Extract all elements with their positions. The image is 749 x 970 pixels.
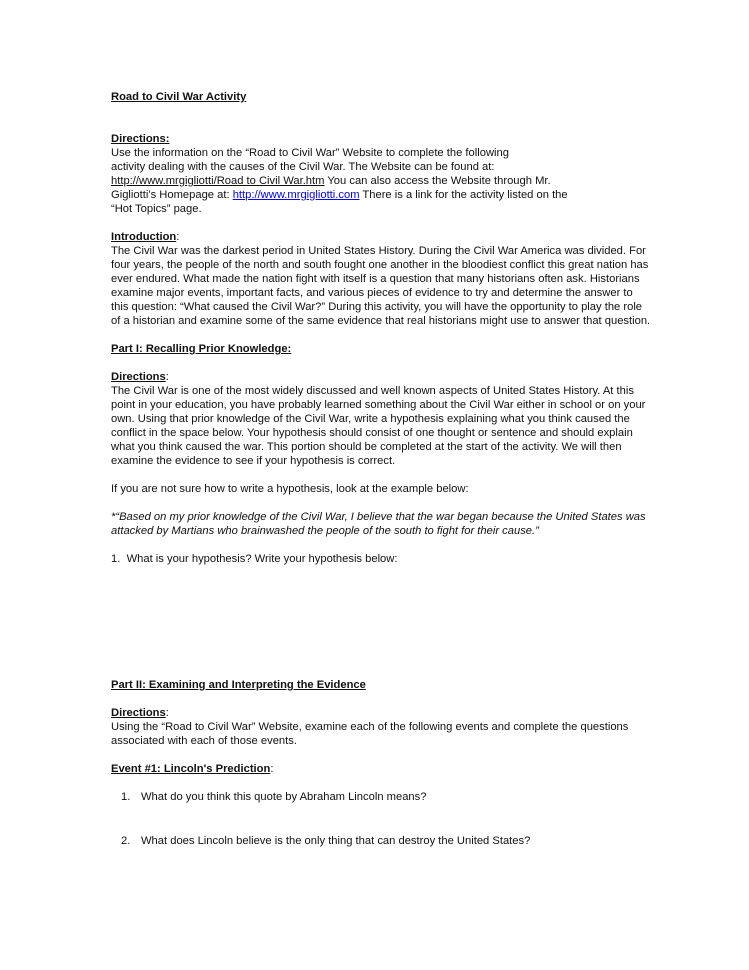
directions-heading: Directions: <box>111 133 170 145</box>
event1-colon: : <box>270 763 274 775</box>
example-hypothesis: *“Based on my prior knowledge of the Civil War, I believe that the war began because the United States was attacked by Martians who brainwashed the people of the south to fight for their cause.” <box>111 511 646 537</box>
directions-line-4-pre: Gigliotti’s Homepage at: <box>111 189 233 201</box>
document-content <box>111 90 651 848</box>
question-text: What does Lincoln believe is the only thing that can destroy the United States? <box>141 835 531 847</box>
question-text: What do you think this quote by Abraham Lincoln means? <box>141 791 427 803</box>
event1-heading-line <box>111 762 651 776</box>
part2-directions-body: Using the “Road to Civil War” Website, examine each of the following events and complete the questions associated with each of those events. <box>111 721 629 747</box>
part1-heading: Part I: Recalling Prior Knowledge: <box>111 343 292 355</box>
example-intro: If you are not sure how to write a hypothesis, look at the example below: <box>111 483 469 495</box>
event1-heading: Event #1: Lincoln's Prediction <box>111 763 271 775</box>
introduction-heading: Introduction <box>111 231 177 243</box>
event1-question <box>121 790 651 804</box>
introduction-body: The Civil War was the darkest period in United States History. During the Civil War America was divided. For four years, the people of the north and south fought one another in the bloodiest conflict this great nation has ever endured. What made the nation fight with itself is a question that many historians often ask. Historians examine major events, important facts, and various pieces of evidence to try and determine the answer to this question: “What caused the Civil War?” During this activity, you will have the opportunity to play the role of a historian and examine some of the same evidence that real historians might use to answer that question. <box>111 245 651 327</box>
event1-question <box>121 834 651 848</box>
directions-line-5: “Hot Topics” page. <box>111 203 202 215</box>
introduction-heading-line <box>111 230 651 244</box>
directions-line-4-post: There is a link for the activity listed on the <box>359 189 568 201</box>
event1-question-list <box>111 790 651 848</box>
hypothesis-question-text: What is your hypothesis? Write your hypothesis below: <box>126 553 398 565</box>
part1-directions-colon: : <box>165 371 169 383</box>
hypothesis-question <box>111 552 651 566</box>
part2-directions-colon: : <box>165 707 169 719</box>
directions-line-4 <box>111 188 651 202</box>
hypothesis-question-number: 1. <box>111 553 121 565</box>
part1-directions-body: The Civil War is one of the most widely discussed and well known aspects of United States History. At this point in your education, you have probably learned something about the Civil War either in school or on your own. Using that prior knowledge of the Civil War, write a hypothesis explaining what you think caused the conflict in the space below. Your hypothesis should consist of one thought or sentence and should explain what you think caused the war. This portion should be completed at the start of the activity. We will then examine the evidence to see if your hypothesis is correct. <box>111 385 646 467</box>
directions-line-2: activity dealing with the causes of the Civil War. The Website can be found at: <box>111 161 495 173</box>
homepage-url-link[interactable]: http://www.mrgigliotti.com <box>232 189 360 201</box>
part1-directions-heading: Directions <box>111 371 166 383</box>
part2-directions-heading: Directions <box>111 707 166 719</box>
question-number: 2. <box>121 835 131 847</box>
question-number: 1. <box>121 791 131 803</box>
introduction-colon: : <box>176 231 180 243</box>
directions-line-1: Use the information on the “Road to Civil War” Website to complete the following <box>111 147 509 159</box>
part2-heading: Part II: Examining and Interpreting the Evidence <box>111 679 366 691</box>
part2-directions-heading-line <box>111 706 651 720</box>
website-url-link[interactable]: http://www.mrgigliotti/Road to Civil War.htm <box>111 175 325 187</box>
directions-line-3 <box>111 174 651 188</box>
part1-directions-heading-line <box>111 370 651 384</box>
directions-line-3-text: You can also access the Website through Mr. <box>324 175 551 187</box>
document-title: Road to Civil War Activity <box>111 91 247 103</box>
